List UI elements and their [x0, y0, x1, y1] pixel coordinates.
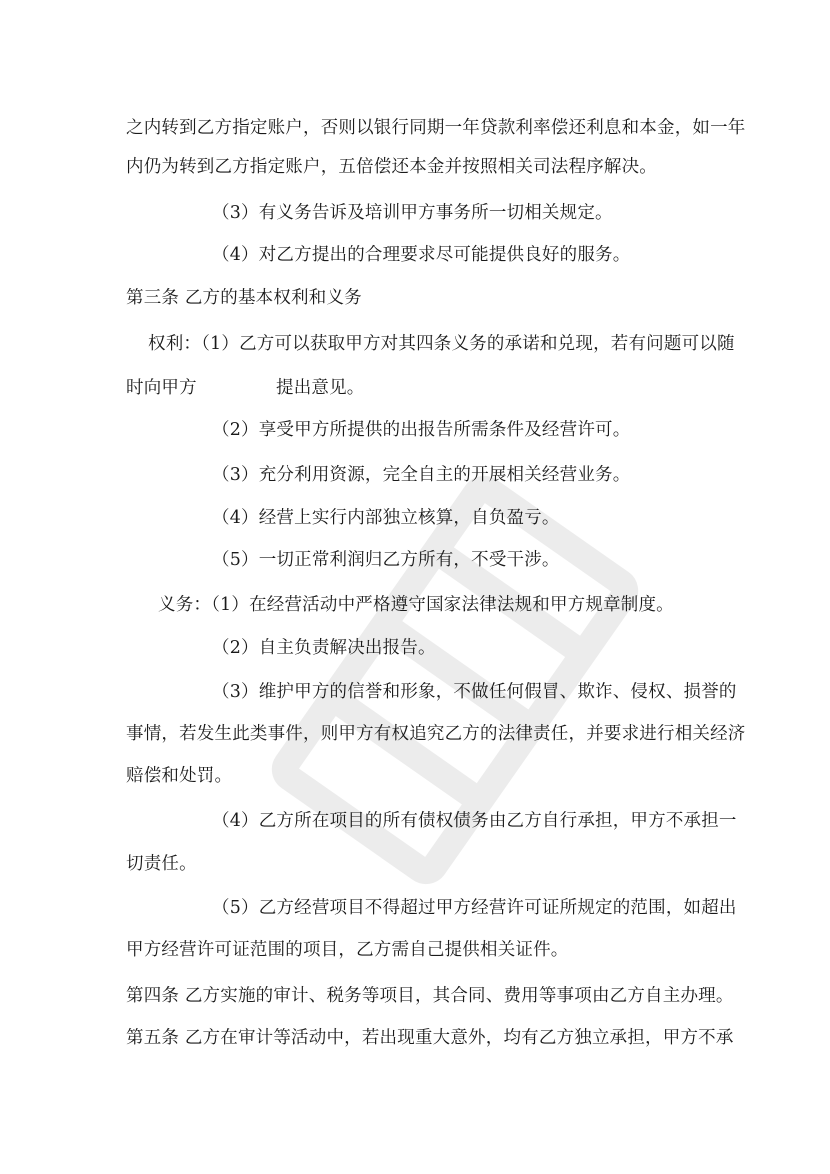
body-line-11: （5）一切正常利润归乙方所有，不受干涉。	[212, 550, 560, 570]
body-line-16: 赔偿和处罚。	[126, 766, 233, 786]
body-line-8: （2）享受甲方所提供的出报告所需条件及经营许可。	[212, 420, 631, 440]
body-line-9: （3）充分利用资源，完全自主的开展相关经营业务。	[212, 465, 631, 485]
body-line-10: （4）经营上实行内部独立核算，自负盈亏。	[212, 508, 560, 528]
section-heading-5: 第五条 乙方在审计等活动中，若出现重大意外，均有乙方独立承担，甲方不承	[126, 1028, 734, 1048]
body-line-6: 权利：（1）乙方可以获取甲方对其四条义务的承诺和兑现，若有问题可以随	[148, 334, 735, 354]
body-line-7a: 时向甲方	[126, 378, 197, 398]
body-line-4: （4）对乙方提出的合理要求尽可能提供良好的服务。	[212, 245, 631, 265]
body-line-19: （5）乙方经营项目不得超过甲方经营许可证所规定的范围，如超出	[212, 898, 737, 918]
body-line-12: 义务：（1）在经营活动中严格遵守国家法律法规和甲方规章制度。	[158, 595, 674, 615]
body-line-17: （4）乙方所在项目的所有债权债务由乙方自行承担，甲方不承担一	[212, 811, 737, 831]
body-line-15: 事情，若发生此类事件，则甲方有权追究乙方的法律责任，并要求进行相关经济	[126, 724, 746, 744]
body-line-20: 甲方经营许可证范围的项目，乙方需自己提供相关证件。	[126, 940, 569, 960]
body-line-13: （2）自主负责解决出报告。	[212, 638, 436, 658]
body-line-7b: 提出意见。	[276, 378, 365, 398]
body-line-3: （3）有义务告诉及培训甲方事务所一切相关规定。	[212, 203, 613, 223]
body-line-2: 内仍为转到乙方指定账户，五倍偿还本金并按照相关司法程序解决。	[126, 157, 657, 177]
body-line-1: 之内转到乙方指定账户，否则以银行同期一年贷款利率偿还利息和本金，如一年	[126, 118, 746, 138]
body-line-18: 切责任。	[126, 854, 197, 874]
section-heading-4: 第四条 乙方实施的审计、税务等项目，其合同、费用等事项由乙方自主办理。	[126, 986, 734, 1006]
body-line-14: （3）维护甲方的信誉和形象，不做任何假冒、欺诈、侵权、损誉的	[212, 682, 737, 702]
section-heading-3: 第三条 乙方的基本权利和义务	[126, 288, 362, 308]
